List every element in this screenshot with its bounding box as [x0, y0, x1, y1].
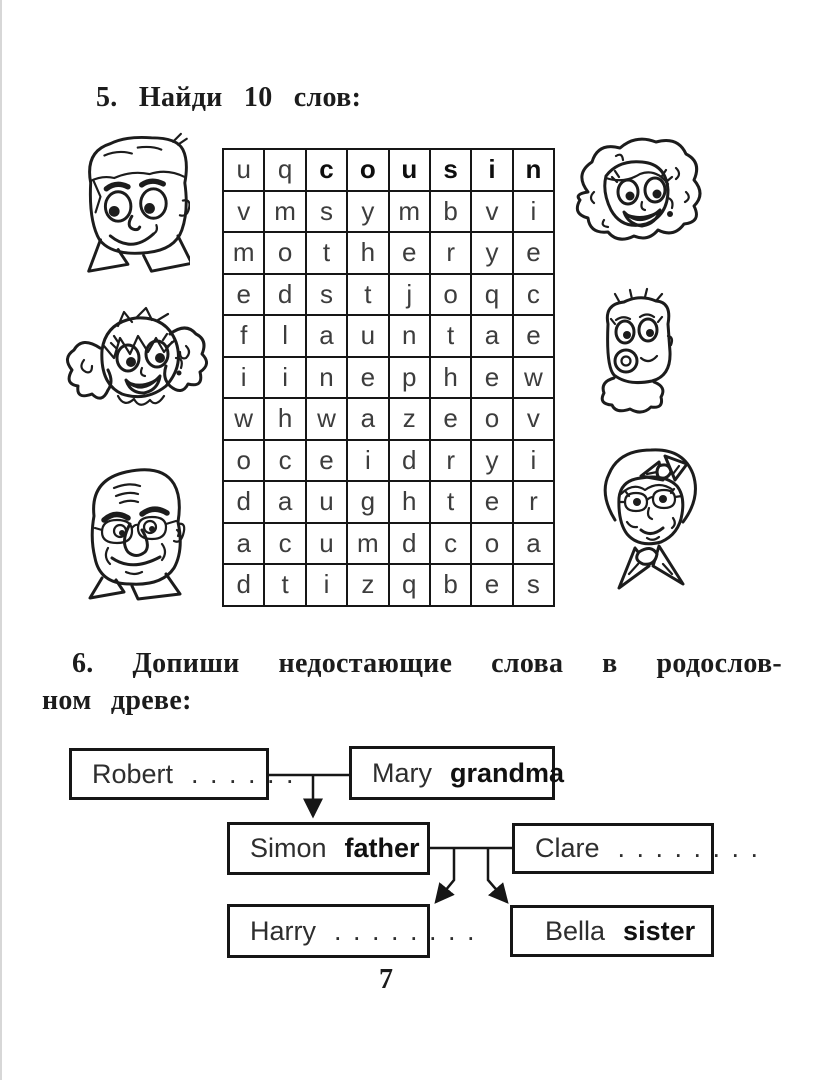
grid-cell-r6c6: o [472, 399, 511, 439]
grid-cell-r9c5: c [431, 524, 470, 564]
tree-box-name: Mary [372, 757, 432, 788]
tree-box-name: Simon [250, 833, 327, 863]
grid-cell-r6c3: a [348, 399, 387, 439]
page-number: 7 [379, 964, 393, 995]
tree-box-blank: . . . . . . . . [334, 915, 477, 946]
grid-cell-r4c6: a [472, 316, 511, 356]
grid-cell-r2c3: h [348, 233, 387, 273]
grid-cell-r1c2: s [307, 192, 346, 232]
grid-cell-r0c6: i [472, 150, 511, 190]
grid-cell-r2c5: r [431, 233, 470, 273]
grid-cell-r4c4: n [390, 316, 429, 356]
grid-cell-r3c7: c [514, 275, 553, 315]
grid-cell-r1c4: m [390, 192, 429, 232]
task6-title [42, 646, 782, 720]
grid-cell-r9c7: a [514, 524, 553, 564]
tree-box-mary [349, 746, 565, 800]
grandma-face-illustration [585, 436, 710, 604]
grid-cell-r0c0: u [224, 150, 263, 190]
grid-cell-r9c6: o [472, 524, 511, 564]
tree-box-blank: . . . . . . [191, 758, 296, 789]
tree-box-clare [512, 823, 761, 874]
grid-cell-r6c0: w [224, 399, 263, 439]
grid-cell-r2c4: e [390, 233, 429, 273]
grid-cell-r10c3: z [348, 565, 387, 605]
mother-face-illustration [560, 130, 705, 252]
grid-cell-r7c2: e [307, 441, 346, 481]
grid-cell-r1c1: m [265, 192, 304, 232]
tree-box-harry [227, 904, 477, 958]
tree-box-name: Harry [250, 915, 316, 946]
grid-cell-r3c1: d [265, 275, 304, 315]
grid-cell-r0c4: u [390, 150, 429, 190]
grid-cell-r3c6: q [472, 275, 511, 315]
grid-cell-r10c7: s [514, 565, 553, 605]
grid-cell-r9c0: a [224, 524, 263, 564]
tree-box-robert [69, 748, 296, 800]
tree-box-bella [510, 905, 714, 957]
grid-cell-r9c3: m [348, 524, 387, 564]
grid-cell-r1c3: y [348, 192, 387, 232]
task6-title-line1: 6. Допиши недостающие слова в родослов- [72, 648, 782, 679]
grid-cell-r3c2: s [307, 275, 346, 315]
grid-cell-r7c0: o [224, 441, 263, 481]
grid-cell-r4c1: l [265, 316, 304, 356]
grid-cell-r0c3: o [348, 150, 387, 190]
grid-cell-r2c1: o [265, 233, 304, 273]
grid-cell-r8c7: r [514, 482, 553, 522]
boy-face-illustration [60, 128, 190, 280]
grid-cell-r8c2: u [307, 482, 346, 522]
grid-cell-r5c6: e [472, 358, 511, 398]
grid-cell-r8c4: h [390, 482, 429, 522]
grid-cell-r8c5: t [431, 482, 470, 522]
grid-cell-r8c6: e [472, 482, 511, 522]
grid-cell-r2c7: e [514, 233, 553, 273]
grid-cell-r0c2: c [307, 150, 346, 190]
grid-cell-r10c4: q [390, 565, 429, 605]
task6-title-line2: ном древе: [42, 684, 192, 716]
grid-cell-r4c2: a [307, 316, 346, 356]
grid-cell-r4c3: u [348, 316, 387, 356]
grid-cell-r9c4: d [390, 524, 429, 564]
grid-cell-r6c2: w [307, 399, 346, 439]
grid-cell-r9c1: c [265, 524, 304, 564]
grid-cell-r6c5: e [431, 399, 470, 439]
grid-cell-r8c3: g [348, 482, 387, 522]
scan-artifact-line [0, 0, 2, 1080]
tree-box-answer: grandma [450, 757, 565, 788]
grid-cell-r9c2: u [307, 524, 346, 564]
grid-cell-r2c6: y [472, 233, 511, 273]
grid-cell-r2c2: t [307, 233, 346, 273]
grid-cell-r1c7: i [514, 192, 553, 232]
grid-cell-r7c7: i [514, 441, 553, 481]
grid-cell-r4c5: t [431, 316, 470, 356]
grid-cell-r8c1: a [265, 482, 304, 522]
grid-cell-r10c5: b [431, 565, 470, 605]
grid-cell-r0c1: q [265, 150, 304, 190]
grid-cell-r1c0: v [224, 192, 263, 232]
tree-box-simon [227, 822, 430, 875]
grid-cell-r1c6: v [472, 192, 511, 232]
grid-cell-r6c4: z [390, 399, 429, 439]
tree-box-blank: . . . . . . . . [617, 833, 761, 863]
grid-cell-r2c0: m [224, 233, 263, 273]
grid-cell-r0c5: s [431, 150, 470, 190]
grandpa-face-illustration [70, 458, 195, 603]
grid-cell-r3c0: e [224, 275, 263, 315]
grid-cell-r5c7: w [514, 358, 553, 398]
grid-cell-r7c4: d [390, 441, 429, 481]
grid-cell-r10c6: e [472, 565, 511, 605]
girl-face-illustration [58, 296, 208, 424]
baby-face-illustration [588, 286, 683, 418]
grid-cell-r10c0: d [224, 565, 263, 605]
tree-box-name: Robert [92, 758, 174, 789]
grid-cell-r3c3: t [348, 275, 387, 315]
grid-cell-r10c1: t [265, 565, 304, 605]
grid-cell-r7c5: r [431, 441, 470, 481]
grid-cell-r6c7: v [514, 399, 553, 439]
grid-cell-r4c7: e [514, 316, 553, 356]
grid-cell-r6c1: h [265, 399, 304, 439]
grid-cell-r5c3: e [348, 358, 387, 398]
grid-cell-r7c1: c [265, 441, 304, 481]
grid-cell-r7c6: y [472, 441, 511, 481]
grid-cell-r0c7: n [514, 150, 553, 190]
grid-cell-r4c0: f [224, 316, 263, 356]
tree-box-answer: father [344, 833, 420, 863]
grid-cell-r5c5: h [431, 358, 470, 398]
task5-title: 5. Найди 10 слов: [96, 82, 362, 113]
grid-cell-r8c0: d [224, 482, 263, 522]
grid-cell-r5c0: i [224, 358, 263, 398]
grid-cell-r3c5: o [431, 275, 470, 315]
grid-cell-r3c4: j [390, 275, 429, 315]
grid-cell-r5c1: i [265, 358, 304, 398]
tree-box-answer: sister [623, 915, 696, 946]
grid-cell-r7c3: i [348, 441, 387, 481]
grid-cell-r5c2: n [307, 358, 346, 398]
grid-cell-r1c5: b [431, 192, 470, 232]
tree-box-name: Clare [535, 833, 600, 863]
tree-box-name: Bella [545, 915, 606, 946]
grid-cell-r10c2: i [307, 565, 346, 605]
word-search-grid [222, 148, 555, 607]
grid-cell-r5c4: p [390, 358, 429, 398]
